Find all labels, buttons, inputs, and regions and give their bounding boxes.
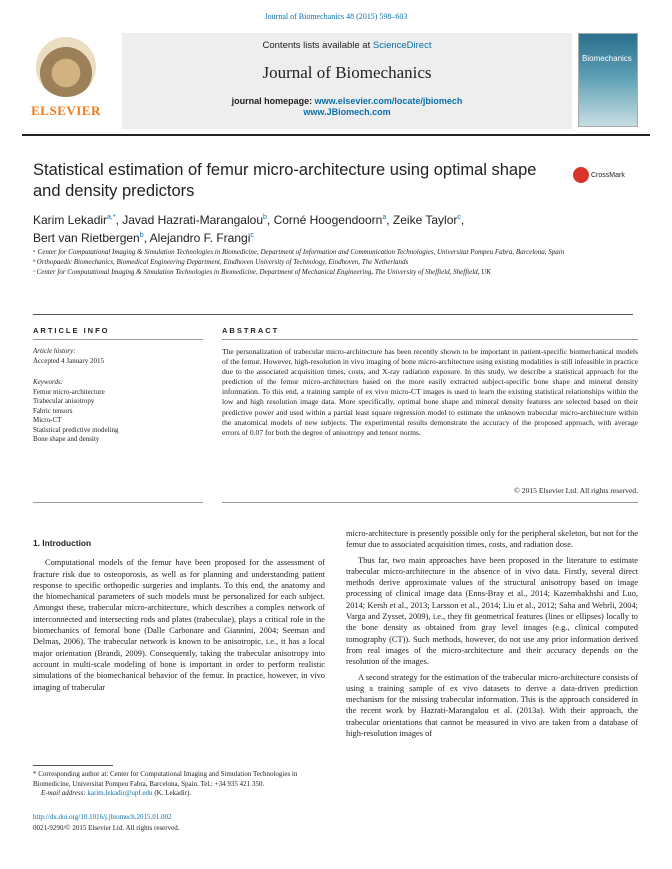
elsevier-logo[interactable] bbox=[22, 33, 110, 123]
author-name: Karim Lekadir bbox=[33, 213, 108, 227]
keyword: Micro-CT bbox=[33, 416, 62, 424]
author-name: Bert van Rietbergen bbox=[33, 231, 140, 245]
author-name: , Alejandro F. Frangi bbox=[143, 231, 251, 245]
sciencedirect-link[interactable]: ScienceDirect bbox=[372, 40, 432, 51]
email-label: E-mail address: bbox=[41, 789, 88, 797]
spacer bbox=[33, 366, 203, 378]
corresponding-author-note: * Corresponding author at: Center for Computational Imaging and Simulation Technologies in Biomedicine, Universitat Pompeu Fabra, Barcelona, Spain. Tel.: +34 935 421 350. bbox=[33, 770, 298, 788]
author-affiliation-mark[interactable]: b bbox=[139, 232, 144, 239]
affiliation-a: ᵃ Center for Computational Imaging & Simulation Technologies in Biomedicine, Department of Information and Communication Technologies, Universitat Pompeu Fabra, Barcelona, Spain bbox=[33, 248, 565, 256]
contents-prefix: Contents lists available at bbox=[262, 40, 373, 51]
crossmark-label: CrossMark bbox=[591, 171, 625, 179]
journal-cover-image[interactable] bbox=[578, 33, 638, 127]
article-title: Statistical estimation of femur micro-architecture using optimal shape and density predictors bbox=[33, 161, 537, 200]
homepage-link-2[interactable]: www.JBiomech.com bbox=[303, 107, 391, 117]
keyword: Trabecular anisotropy bbox=[33, 397, 95, 405]
contents-line bbox=[122, 40, 572, 51]
abstract-copyright: © 2015 Elsevier Ltd. All rights reserved. bbox=[514, 486, 638, 495]
homepage-line bbox=[122, 96, 572, 118]
keyword: Bone shape and density bbox=[33, 435, 100, 443]
article-info bbox=[33, 347, 203, 445]
journal-name: Journal of Biomechanics bbox=[262, 63, 432, 82]
author-name: , Corné Hoogendoorn bbox=[266, 213, 383, 227]
crossmark-badge[interactable] bbox=[573, 166, 625, 184]
masthead bbox=[22, 33, 650, 129]
history-label: Article history: bbox=[33, 347, 76, 355]
homepage-prefix: journal homepage: bbox=[231, 96, 315, 106]
affiliations bbox=[33, 248, 633, 277]
affiliation-b: ᵇ Orthopaedic Biomechanics, Biomedical Engineering Department, Eindhoven University of Technology, Eindhoven, The Netherlands bbox=[33, 257, 409, 266]
author-list bbox=[33, 210, 633, 246]
elsevier-wordmark: ELSEVIER bbox=[31, 103, 101, 118]
abstract-bottom-rule bbox=[222, 502, 638, 503]
keyword: Femur micro-architecture bbox=[33, 387, 105, 396]
author-affiliation-mark[interactable]: c bbox=[250, 232, 254, 239]
body-paragraph: Computational models of the femur have been proposed for the assessment of fracture risk due to osteoporosis, as well as for planning and understanding patient response to specific orthopedic surgeries and implants. To this end, the anatomy and the biomechanical parameters of such models must be personalized for each subject. Amongst these, trabecular micro-architecture, which describes a complex network of interconnected and intersecting rods and plates (trabeculae), plays a critical role in the biomechanics of femoral bone (Dalle Carbonare and Giannini, 2004; Seeman and Delmas, 2006). The trabecular network is known to be anisotropic, i.e., it has a local major orientation (Brandi, 2009). Consequently, taking the trabecular anisotropy into account in multi-scale modeling of bone is important in order to perform realistic simulations of the biomechanical behavior of the femur. In practice, however, in vivo imaging of trabecular bbox=[33, 558, 325, 692]
body-column-left bbox=[33, 538, 325, 693]
article-info-heading: ARTICLE INFO bbox=[33, 326, 110, 335]
doi-link[interactable]: http://dx.doi.org/10.1016/j.jbiomech.2015.01.002 bbox=[33, 813, 172, 821]
abstract-rule bbox=[222, 339, 638, 340]
author-affiliation-mark[interactable]: c bbox=[457, 214, 461, 221]
footnote-rule bbox=[33, 765, 113, 766]
footnotes bbox=[33, 770, 325, 799]
masthead-rule bbox=[22, 134, 650, 136]
body-column-right bbox=[346, 528, 638, 739]
author-name: , Javad Hazrati-Marangalou bbox=[115, 213, 263, 227]
author-affiliation-mark[interactable]: a bbox=[382, 214, 387, 221]
keywords-label: Keywords: bbox=[33, 378, 64, 386]
homepage-link-1[interactable]: www.elsevier.com/locate/jbiomech bbox=[314, 96, 463, 106]
masthead-banner bbox=[122, 33, 572, 129]
elsevier-tree-icon bbox=[36, 37, 96, 97]
affiliation-c: ᶜ Center for Computational Imaging & Simulation Technologies in Biomedicine, Department of Mechanical Engineering, The University of Sheffield, Sheffield, UK bbox=[33, 267, 491, 276]
header-divider bbox=[33, 314, 633, 315]
issn-line: 0021-9290/© 2015 Elsevier Ltd. All rights reserved. bbox=[33, 824, 180, 832]
abstract-text: The personalization of trabecular micro-architecture has been recently shown to be important in patient-specific biomechanical models of the femur. However, high-resolution in vivo imaging of bone micro-architecture using existing modalities is still infeasible in practice due to the associated acquisition times, costs, and X-ray radiation exposure. In this study, we describe a statistical approach for the prediction of the femur micro-architecture based on the more easily extracted subject-specific bone shape and mineral density information. To this end, a training sample of ex vivo micro-CT images is used to learn the existing statistical relationships within the low and high resolution image data. More specifically, optimal bone shape and mineral density features are selected based on their predictive power and used within a partial least square regression model to estimate the unknown trabecular micro-architecture within the anatomical models of new subjects. The experimental results demonstrate the accuracy of the proposed approach, with average errors of 0.07 for both the degree of anisotropy and tensor norms. bbox=[222, 347, 638, 437]
email-line bbox=[33, 789, 325, 799]
keyword: Statistical predictive modeling bbox=[33, 425, 119, 434]
author-affiliation-mark[interactable]: b bbox=[263, 214, 267, 221]
abstract-heading: ABSTRACT bbox=[222, 326, 280, 335]
article-info-rule bbox=[33, 339, 203, 340]
author-affiliation-mark[interactable]: a,* bbox=[107, 214, 116, 221]
body-paragraph: A second strategy for the estimation of the trabecular micro-architecture consists of using a training sample of ex vivo datasets to derive a data-driven prediction mechanism for the missing trabecular information. This is the approach considered in the recent work by Hazrati-Marangalou et al. (2013a). With their approach, the trabecular orientations that cannot be measured in vivo are taken from a database of high-resolution images of bbox=[346, 672, 638, 739]
author-name: , Zeike Taylor bbox=[386, 213, 458, 227]
keyword: Fabric tensors bbox=[33, 406, 73, 415]
body-paragraph: micro-architecture is presently possible only for the peripheral skeleton, but not for the femur due to associated acquisition times, costs, and radiation dose. bbox=[346, 529, 638, 550]
email-link[interactable]: karim.lekadir@upf.edu bbox=[87, 789, 153, 797]
bottom-meta bbox=[33, 812, 325, 834]
body-paragraph: Thus far, two main approaches have been proposed in the literature to estimate trabecular micro-architecture in the absence of in vivo data. Firstly, several direct methods derive approximate values of the structural anisotropy based on image processing of clinical image data (Enns-Bray et al., 2014; Kazembakhshi and Luo, 2014; Kersh et al., 2013; Larsson et al., 2014; Liu et al., 2012; Saha and Wehrli, 2004; Varga and Zysset, 2009), i.e., they fit geometrical features (lines or ellipses) locally to the bone density as obtained from gray level images (e.g., clinical computed tomography (CT)). Such methods, however, do not use any prior information derived from real images of the micro-architecture and their accuracy depends on the resolution of the images. bbox=[346, 555, 638, 667]
section-heading-introduction: 1. Introduction bbox=[33, 538, 92, 548]
article-info-bottom-rule bbox=[33, 502, 203, 503]
journal-reference[interactable]: Journal of Biomechanics 48 (2015) 598–603 bbox=[264, 12, 408, 21]
crossmark-icon bbox=[573, 167, 589, 183]
email-suffix: (K. Lekadir). bbox=[152, 789, 192, 797]
history-value: Accepted 4 January 2015 bbox=[33, 356, 104, 365]
cover-text: Biomechanics bbox=[582, 54, 632, 63]
author-separator: , bbox=[460, 213, 465, 227]
